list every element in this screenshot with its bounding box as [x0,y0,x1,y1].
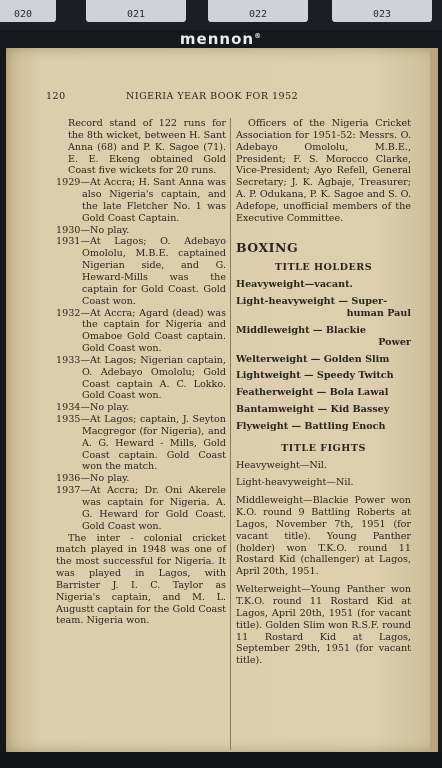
page-binding [430,48,438,752]
year-entry: 1935—At Lagos; captain, J. Seyton Macgregor (for Nigeria), and A. G. Heward - Mills, Gold Coast captain. Gold Coast won the match. [56,414,226,473]
weight-class: Welterweight — Golden Slim [236,353,390,365]
book-page [6,48,438,752]
subsection-heading: TITLE FIGHTS [281,442,366,454]
year-entry: 1930—No play. [56,224,130,236]
weight-class: Flyweight — Battling Enoch [236,420,386,432]
title-fight-entry: Welterweight—Young Panther won T.K.O. round 11 Rostard Kid at Lagos, April 20th, 1951 (for vacant title). Golden Slim won R.S.F. round 11 Rostard Kid at Lagos, September 29th, 1951 (for vacant title). [236,584,411,667]
title-holder-row [236,387,411,399]
scanner-frame-strip [0,0,442,30]
title-holder-row [236,279,411,291]
column-divider [230,118,231,750]
running-title: NIGERIA YEAR BOOK FOR 1952 [126,91,299,102]
scanner-bottom-bezel [0,752,442,768]
scanner-brand-logo: mennon® [179,30,263,48]
title-holder-row [236,296,411,320]
year-entry: 1937—At Accra; Dr. Oni Akerele was captain for Nigeria. A. G. Heward for Gold Coast. Gold Coast won. [56,485,226,532]
title-fight-entry: Light-heavyweight—Nil. [236,477,354,489]
page-number: 120 [46,91,66,102]
frame-number: 021 [86,0,186,22]
year-entry: 1929—At Accra; H. Sant Anna was also Nigeria's captain, and the late Fletcher No. 1 was Gold Coast Captain. [56,177,226,224]
title-holder-row [236,370,411,382]
year-entry: 1934—No play. [56,402,130,414]
subsection-heading: TITLE HOLDERS [274,262,373,274]
left-column [56,118,226,627]
weight-class: Light-heavyweight — Super- [236,296,388,308]
frame-number: 023 [332,0,432,22]
paragraph: The inter - colonial cricket match played in 1948 was one of the most successful for Nigeria. It was played in Lagos, with Barrister J. I. C. Taylor as Nigeria's captain, and M. L. Augustt captain for the Gold Coast team. Nigeria won. [56,532,226,627]
right-column [236,118,411,673]
holder-name: human Paul [346,307,411,319]
holder-name: Power [378,336,411,348]
title-fight-entry: Heavyweight—Nil. [236,459,327,471]
title-holder-row [236,354,411,366]
paragraph: Record stand of 122 runs for the 8th wicket, between H. Sant Anna (68) and P. K. Sagoe (71). E. E. Ekeng obtained Gold Coast five wickets for 20 runs. [68,118,226,177]
paragraph: Officers of the Nigeria Cricket Association for 1951-52: Messrs. O. Adebayo Omololu, M.B.E., President; F. S. Morocco Clarke, Vice-President; Ayo Refell, General Secretary; J. K. Agbaje, Treasurer; A. P. Odukana, P. K. Sagoe and S. O. Adefope, unofficial members of the Executive Committee. [236,118,411,224]
year-entry: 1936—No play. [56,473,130,485]
title-holder-row [236,421,411,433]
weight-class: Middleweight — Blackie [236,324,367,336]
year-entry: 1931—At Lagos; O. Adebayo Omololu, M.B.E. captained Nigerian side, and G. Heward-Mills was the captain for Gold Coast. Gold Coast won. [56,236,226,307]
title-holder-row [236,325,411,349]
weight-class: Heavyweight—vacant. [236,279,353,291]
title-fight-entry: Middleweight—Blackie Power won K.O. round 9 Battling Roberts at Lagos, November 7th, 1951 (for vacant title). Young Panther (holder) won T.K.O. round 11 Rostard Kid (challenger) at Lagos, April 20th, 1951. [236,495,411,578]
weight-class: Featherweight — Bola Lawal [236,387,389,399]
year-entry: 1932—At Accra; Agard (dead) was the captain for Nigeria and Omaboe Gold Coast captain. Gold Coast won. [56,307,226,355]
weight-class: Bantamweight — Kid Bassey [236,404,390,416]
weight-class: Lightweight — Speedy Twitch [236,370,394,382]
page-header [46,91,406,105]
frame-number: 020 [0,0,56,22]
year-entry: 1933—At Lagos; Nigerian captain, O. Adebayo Omololu; Gold Coast captain A. C. Lokko. Gold Coast won. [56,354,226,402]
frame-number: 022 [208,0,308,22]
section-heading: BOXING [236,239,299,255]
title-holder-row [236,404,411,416]
